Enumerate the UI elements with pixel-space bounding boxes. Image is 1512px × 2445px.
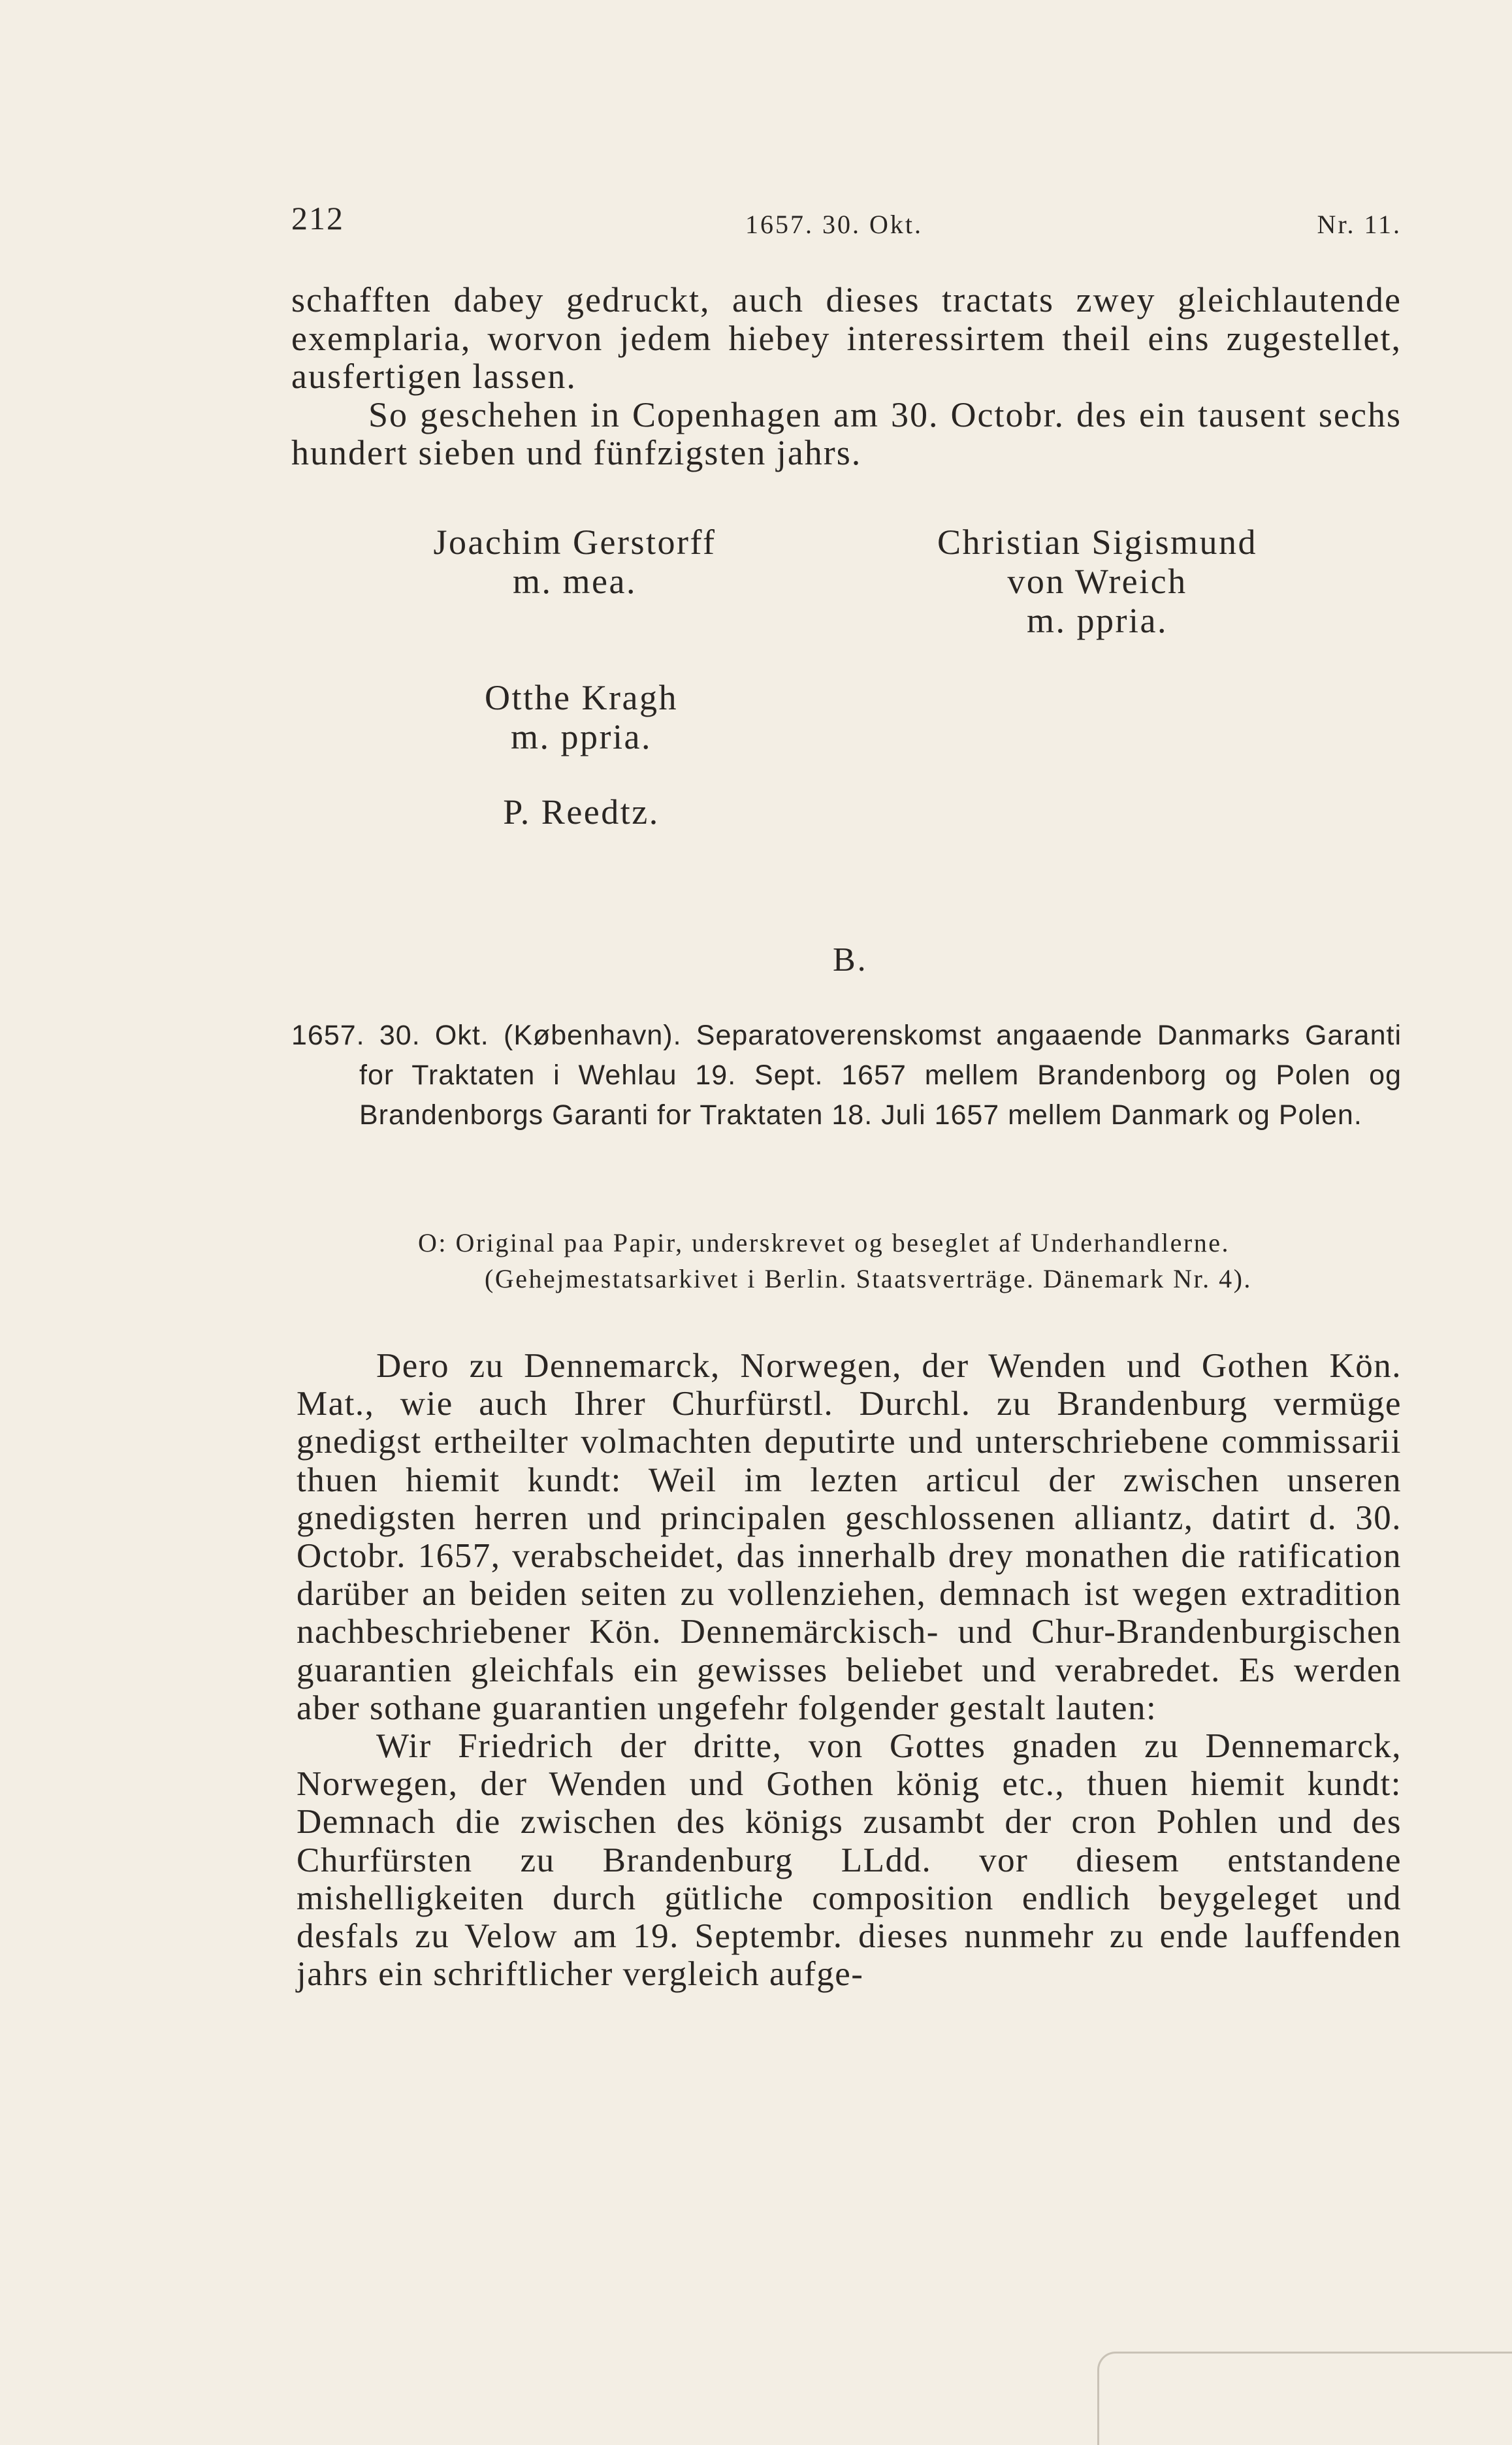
header-date: 1657. 30. Okt. xyxy=(745,210,923,239)
source-note: O: Original paa Papir, underskrevet og beseglet af Underhandlerne. (Gehejmestatsarkivet i Berlin. Staatsverträge. Dänemark Nr. 4). xyxy=(418,1228,1252,1293)
signature-note: m. ppria. xyxy=(1027,601,1168,640)
signature-reedtz xyxy=(444,792,718,832)
signature-name: Otthe Kragh xyxy=(485,678,678,717)
signature-wreich xyxy=(875,523,1319,640)
body-paragraph: Dero zu Dennemarck, Norwegen, der Wenden und Gothen Kön. Mat., wie auch Ihrer Churfürstl. Durchl. zu Brandenburg vermüge gnedigst ertheilter volmachten deputirte und unterschriebene commissarii thuen hiemit kundt: Weil im lezten articul der zwischen unseren gnedigsten herren und principalen geschlossenen alliantz, datirt d. 30. Octobr. 1657, verabscheidet, das innerhalb drey monathen die ratification darüber an beiden seiten zu vollenziehen, demnach ist wegen extradition nachbeschriebener Kön. Dennemärckisch- und Chur-Brandenburgischen guarantien gleichfals ein gewisses beliebet und verabredet. Es werden aber sothane guarantien ungefehr folgender gestalt lauten: xyxy=(297,1347,1402,1727)
page-number: 212 xyxy=(291,200,344,236)
document-body xyxy=(297,1347,1402,1993)
body-paragraph: Wir Friedrich der dritte, von Gottes gnaden zu Dennemarck, Norwegen, der Wenden und Gothen könig etc., thuen hiemit kundt: Demnach die zwischen des königs zusambt der cron Pohlen und des Churfürsten zu Brandenburg LLdd. vor diesem entstandene mishelligkeiten durch gütliche composition endlich beygeleget und desfals zu Velow am 19. Septembr. dieses nunmehr zu ende lauffenden jahrs ein schriftlicher vergleich aufge- xyxy=(297,1727,1402,1994)
section-heading: B. xyxy=(833,941,868,979)
signature-kragh xyxy=(444,678,718,756)
signature-name-line2: von Wreich xyxy=(1007,562,1187,601)
closing-line-1: schafften dabey gedruckt, auch dieses tractats zwey gleichlautende exemplaria, worvon jedem hiebey interessirtem theil eins zugestellet, ausfertigen lassen. xyxy=(291,280,1402,396)
closing-paragraph xyxy=(291,281,1402,472)
signature-name: P. Reedtz. xyxy=(503,792,660,832)
signature-gerstorff xyxy=(405,523,745,601)
scan-edge-mark xyxy=(1097,2352,1512,2445)
signature-name: Joachim Gerstorff xyxy=(433,523,716,562)
regest-summary: 1657. 30. Okt. (København). Separatoverenskomst angaaende Danmarks Garanti for Traktaten i Wehlau 19. Sept. 1657 mellem Brandenborg og Polen og Brandenborgs Garanti for Traktaten 18. Juli 1657 mellem Danmark og Polen. xyxy=(291,1020,1402,1131)
signature-note: m. ppria. xyxy=(511,717,652,756)
signature-name: Christian Sigismund xyxy=(937,523,1258,562)
closing-line-2: So geschehen in Copenhagen am 30. Octobr. des ein tausent sechs hundert sieben und fünfzigsten jahrs. xyxy=(291,395,1402,472)
running-header xyxy=(291,199,1402,245)
signature-note: m. mea. xyxy=(513,562,637,601)
document-number: Nr. 11. xyxy=(1317,210,1402,239)
